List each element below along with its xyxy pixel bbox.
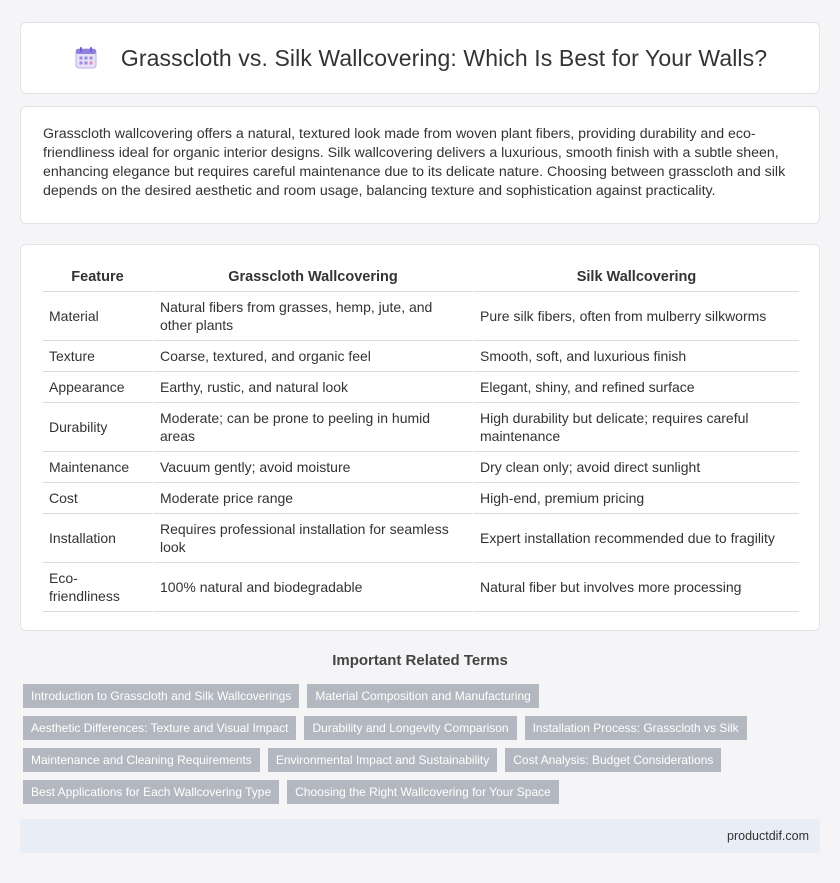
related-term-tag[interactable]: Installation Process: Grasscloth vs Silk — [525, 716, 747, 740]
table-row — [43, 452, 799, 483]
table-cell-feature: Installation — [43, 514, 152, 563]
table-cell-grasscloth: Natural fibers from grasses, hemp, jute, and other plants — [152, 292, 472, 341]
table-row — [43, 483, 799, 514]
table-cell-grasscloth: Earthy, rustic, and natural look — [152, 372, 472, 403]
related-terms-title: Important Related Terms — [332, 652, 508, 669]
table-cell-silk: Dry clean only; avoid direct sunlight — [472, 452, 799, 483]
intro-card — [20, 106, 820, 224]
title-wrap — [73, 45, 767, 72]
comparison-table-card — [20, 244, 820, 631]
table-cell-silk: Natural fiber but involves more processing — [472, 563, 799, 612]
table-cell-feature: Maintenance — [43, 452, 152, 483]
table-cell-grasscloth: 100% natural and biodegradable — [152, 563, 472, 612]
table-cell-silk: High-end, premium pricing — [472, 483, 799, 514]
related-term-tag[interactable]: Durability and Longevity Comparison — [304, 716, 516, 740]
table-row — [43, 514, 799, 563]
tag-row — [23, 716, 803, 740]
table-cell-feature: Material — [43, 292, 152, 341]
header-card — [20, 22, 820, 94]
tag-row — [23, 684, 803, 708]
related-terms-list — [23, 684, 803, 812]
footer-bar — [20, 819, 820, 853]
table-row — [43, 563, 799, 612]
table-cell-grasscloth: Coarse, textured, and organic feel — [152, 341, 472, 372]
column-header-grasscloth: Grasscloth Wallcovering — [152, 263, 472, 292]
related-term-tag[interactable]: Aesthetic Differences: Texture and Visual Impact — [23, 716, 296, 740]
table-row — [43, 372, 799, 403]
table-cell-silk: Smooth, soft, and luxurious finish — [472, 341, 799, 372]
page-title: Grasscloth vs. Silk Wallcovering: Which Is Best for Your Walls? — [120, 44, 768, 71]
footer-site-link[interactable]: productdif.com — [727, 829, 809, 843]
related-term-tag[interactable]: Maintenance and Cleaning Requirements — [23, 748, 260, 772]
tag-row — [23, 780, 803, 804]
table-cell-grasscloth: Requires professional installation for seamless look — [152, 514, 472, 563]
intro-text: Grasscloth wallcovering offers a natural, textured look made from woven plant fibers, providing durability and eco-friendliness ideal for organic interior designs. Silk wallcovering delivers a luxurious, smooth finish with a subtle sheen, enhancing elegance but requires careful maintenance due to its delicate nature. Choosing between grasscloth and silk depends on the desired aesthetic and room usage, balancing texture and sophistication against practicality. — [43, 126, 786, 199]
table-cell-silk: Pure silk fibers, often from mulberry silkworms — [472, 292, 799, 341]
table-cell-feature: Eco-friendliness — [43, 563, 152, 612]
related-term-tag[interactable]: Environmental Impact and Sustainability — [268, 748, 497, 772]
related-term-tag[interactable]: Introduction to Grasscloth and Silk Wallcoverings — [23, 684, 299, 708]
column-header-feature: Feature — [43, 263, 152, 292]
table-cell-feature: Durability — [43, 403, 152, 452]
table-cell-silk: Elegant, shiny, and refined surface — [472, 372, 799, 403]
related-term-tag[interactable]: Cost Analysis: Budget Considerations — [505, 748, 721, 772]
table-row — [43, 341, 799, 372]
tag-row — [23, 748, 803, 772]
table-cell-grasscloth: Moderate price range — [152, 483, 472, 514]
table-cell-grasscloth: Vacuum gently; avoid moisture — [152, 452, 472, 483]
table-row — [43, 403, 799, 452]
related-term-tag[interactable]: Best Applications for Each Wallcovering Type — [23, 780, 279, 804]
related-term-tag[interactable]: Material Composition and Manufacturing — [307, 684, 538, 708]
table-cell-silk: Expert installation recommended due to fragility — [472, 514, 799, 563]
column-header-silk: Silk Wallcovering — [472, 263, 799, 292]
table-row — [43, 292, 799, 341]
table-cell-feature: Texture — [43, 341, 152, 372]
table-cell-feature: Appearance — [43, 372, 152, 403]
comparison-table — [43, 263, 799, 612]
table-cell-grasscloth: Moderate; can be prone to peeling in humid areas — [152, 403, 472, 452]
related-term-tag[interactable]: Choosing the Right Wallcovering for Your Space — [287, 780, 559, 804]
table-cell-silk: High durability but delicate; requires careful maintenance — [472, 403, 799, 452]
table-cell-feature: Cost — [43, 483, 152, 514]
calendar-grid-icon — [73, 45, 99, 71]
table-header-row — [43, 263, 799, 292]
